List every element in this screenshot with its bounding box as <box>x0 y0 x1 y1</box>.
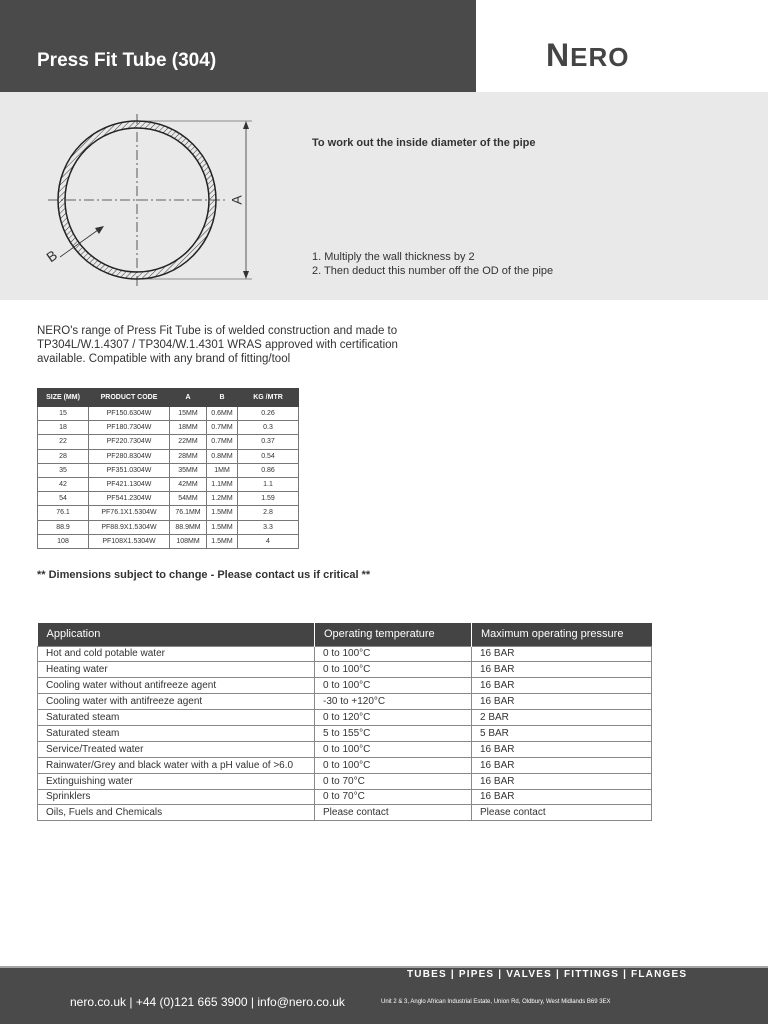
spec-table-cell: PF150.6304W <box>89 407 170 421</box>
instructions-title: To work out the inside diameter of the pipe <box>312 137 536 149</box>
dimension-a-label: A <box>228 195 245 205</box>
col-b: B <box>207 389 238 407</box>
spec-table-row <box>38 506 299 520</box>
app-table-row <box>38 694 652 710</box>
app-table-cell: Heating water <box>38 662 315 678</box>
spec-table-cell: PF180.7304W <box>89 421 170 435</box>
app-table-cell: Saturated steam <box>38 725 315 741</box>
app-table-cell: 16 BAR <box>472 741 652 757</box>
spec-table-cell: 0.6MM <box>207 407 238 421</box>
col-operating-temperature: Operating temperature <box>315 623 472 646</box>
dimension-a-arrow-top <box>243 121 249 129</box>
spec-table-header <box>38 389 299 407</box>
spec-table-cell: 28MM <box>170 449 207 463</box>
app-table-row <box>38 678 652 694</box>
spec-table-cell: 0.86 <box>238 463 299 477</box>
footer-contact: nero.co.uk | +44 (0)121 665 3900 | info@nero.co.uk <box>70 995 345 1009</box>
spec-table-cell: 1.5MM <box>207 534 238 548</box>
app-table-row <box>38 710 652 726</box>
app-table-cell: 0 to 100°C <box>315 646 472 662</box>
spec-table-cell: 76.1MM <box>170 506 207 520</box>
spec-table-body <box>38 407 299 549</box>
spec-table-cell: 22 <box>38 435 89 449</box>
app-table-cell: 16 BAR <box>472 646 652 662</box>
spec-table-cell: 22MM <box>170 435 207 449</box>
spec-table-cell: PF541.2304W <box>89 492 170 506</box>
app-table-cell: Cooling water with antifreeze agent <box>38 694 315 710</box>
app-table-cell: 5 BAR <box>472 725 652 741</box>
spec-table-cell: PF421.1304W <box>89 477 170 491</box>
app-table-header <box>38 623 652 646</box>
product-description <box>37 324 437 366</box>
spec-table-cell: 28 <box>38 449 89 463</box>
app-table-cell: 16 BAR <box>472 694 652 710</box>
spec-table-cell: PF220.7304W <box>89 435 170 449</box>
app-table-cell: 16 BAR <box>472 662 652 678</box>
spec-table-cell: PF108X1.5304W <box>89 534 170 548</box>
application-table <box>37 623 652 821</box>
spec-table-row <box>38 463 299 477</box>
spec-table-cell: PF88.9X1.5304W <box>89 520 170 534</box>
dimensions-note: ** Dimensions subject to change - Please contact us if critical ** <box>37 569 371 581</box>
app-table-row <box>38 773 652 789</box>
col-a: A <box>170 389 207 407</box>
spec-table-cell: 1.1MM <box>207 477 238 491</box>
app-table-cell: Cooling water without antifreeze agent <box>38 678 315 694</box>
description-line: NERO's range of Press Fit Tube is of welded construction and made to <box>37 325 398 337</box>
page-header <box>0 0 768 92</box>
nero-logo <box>546 37 629 74</box>
footer-address: Unit 2 & 3, Anglo African Industrial Estate, Union Rd, Oldbury, West Midlands B69 3EX <box>381 999 611 1005</box>
app-table-cell: -30 to +120°C <box>315 694 472 710</box>
spec-table-cell: 1.1 <box>238 477 299 491</box>
spec-table-cell: 35MM <box>170 463 207 477</box>
app-table-cell: Extinguishing water <box>38 773 315 789</box>
app-table-cell: Saturated steam <box>38 710 315 726</box>
app-table-cell: Service/Treated water <box>38 741 315 757</box>
col-size: SIZE (MM) <box>38 389 89 407</box>
app-table-cell: 0 to 70°C <box>315 773 472 789</box>
app-table-cell: 0 to 120°C <box>315 710 472 726</box>
spec-table-cell: 0.7MM <box>207 421 238 435</box>
app-table-body <box>38 646 652 821</box>
app-table-cell: 16 BAR <box>472 789 652 805</box>
description-line: TP304L/W.1.4307 / TP304/W.1.4301 WRAS approved with certification <box>37 339 398 351</box>
app-table-row <box>38 646 652 662</box>
spec-table-row <box>38 477 299 491</box>
footer-product-tags: TUBES | PIPES | VALVES | FITTINGS | FLANGES <box>407 969 688 980</box>
spec-table-cell: 0.8MM <box>207 449 238 463</box>
spec-table-cell: 1.5MM <box>207 506 238 520</box>
spec-table-cell: 15MM <box>170 407 207 421</box>
spec-table-cell: PF351.0304W <box>89 463 170 477</box>
spec-table-cell: 108MM <box>170 534 207 548</box>
app-table-cell: 16 BAR <box>472 678 652 694</box>
spec-table-cell: PF280.8304W <box>89 449 170 463</box>
app-table-row <box>38 741 652 757</box>
spec-table-cell: 0.54 <box>238 449 299 463</box>
spec-table-cell: PF76.1X1.5304W <box>89 506 170 520</box>
app-table-cell: Please contact <box>472 805 652 821</box>
app-table-cell: 0 to 100°C <box>315 741 472 757</box>
spec-table-row <box>38 492 299 506</box>
app-table-cell: 16 BAR <box>472 773 652 789</box>
logo-initial: N <box>546 37 571 73</box>
app-table-cell: Rainwater/Grey and black water with a pH value of >6.0 <box>38 757 315 773</box>
spec-table-cell: 1MM <box>207 463 238 477</box>
spec-table-cell: 2.8 <box>238 506 299 520</box>
app-table-row <box>38 662 652 678</box>
spec-table-cell: 42MM <box>170 477 207 491</box>
dimension-b-label: B <box>43 246 61 266</box>
logo-rest: ERO <box>570 42 630 72</box>
spec-table-cell: 108 <box>38 534 89 548</box>
spec-table-cell: 0.3 <box>238 421 299 435</box>
col-max-pressure: Maximum operating pressure <box>472 623 652 646</box>
instruction-step-1: 1. Multiply the wall thickness by 2 <box>312 251 475 263</box>
col-application: Application <box>38 623 315 646</box>
spec-table-row <box>38 421 299 435</box>
spec-table-cell: 4 <box>238 534 299 548</box>
spec-table-cell: 54 <box>38 492 89 506</box>
spec-table-row <box>38 520 299 534</box>
app-table-cell: 0 to 100°C <box>315 757 472 773</box>
spec-table-cell: 1.59 <box>238 492 299 506</box>
app-table-cell: 0 to 100°C <box>315 678 472 694</box>
spec-table-cell: 54MM <box>170 492 207 506</box>
spec-table-cell: 1.5MM <box>207 520 238 534</box>
spec-table-row <box>38 534 299 548</box>
spec-table-cell: 18 <box>38 421 89 435</box>
footer-divider <box>0 966 768 968</box>
spec-table-cell: 0.37 <box>238 435 299 449</box>
spec-table-cell: 88.9MM <box>170 520 207 534</box>
app-table-cell: 5 to 155°C <box>315 725 472 741</box>
app-table-cell: 0 to 70°C <box>315 789 472 805</box>
app-table-cell: Sprinklers <box>38 789 315 805</box>
page-title: Press Fit Tube (304) <box>37 50 217 71</box>
app-table-row <box>38 789 652 805</box>
dimension-a-arrow-bottom <box>243 271 249 279</box>
app-table-row <box>38 805 652 821</box>
spec-table-cell: 35 <box>38 463 89 477</box>
spec-table-cell: 1.2MM <box>207 492 238 506</box>
spec-table-row <box>38 407 299 421</box>
instruction-step-2: 2. Then deduct this number off the OD of the pipe <box>312 265 554 277</box>
app-table-row <box>38 725 652 741</box>
spec-table-cell: 42 <box>38 477 89 491</box>
app-table-cell: Hot and cold potable water <box>38 646 315 662</box>
spec-table-cell: 76.1 <box>38 506 89 520</box>
col-product-code: PRODUCT CODE <box>89 389 170 407</box>
app-table-cell: 16 BAR <box>472 757 652 773</box>
spec-table-row <box>38 435 299 449</box>
description-line: available. Compatible with any brand of fitting/tool <box>37 353 291 365</box>
app-table-cell: 0 to 100°C <box>315 662 472 678</box>
app-table-row <box>38 757 652 773</box>
spec-table-row <box>38 449 299 463</box>
app-table-cell: Oils, Fuels and Chemicals <box>38 805 315 821</box>
spec-table-cell: 88.9 <box>38 520 89 534</box>
app-table-cell: 2 BAR <box>472 710 652 726</box>
spec-table-cell: 0.7MM <box>207 435 238 449</box>
col-kg-mtr: KG /MTR <box>238 389 299 407</box>
spec-table-cell: 0.26 <box>238 407 299 421</box>
size-spec-table <box>37 388 299 549</box>
spec-table-cell: 18MM <box>170 421 207 435</box>
spec-table-cell: 15 <box>38 407 89 421</box>
header-band <box>0 0 476 92</box>
app-table-cell: Please contact <box>315 805 472 821</box>
spec-table-cell: 3.3 <box>238 520 299 534</box>
